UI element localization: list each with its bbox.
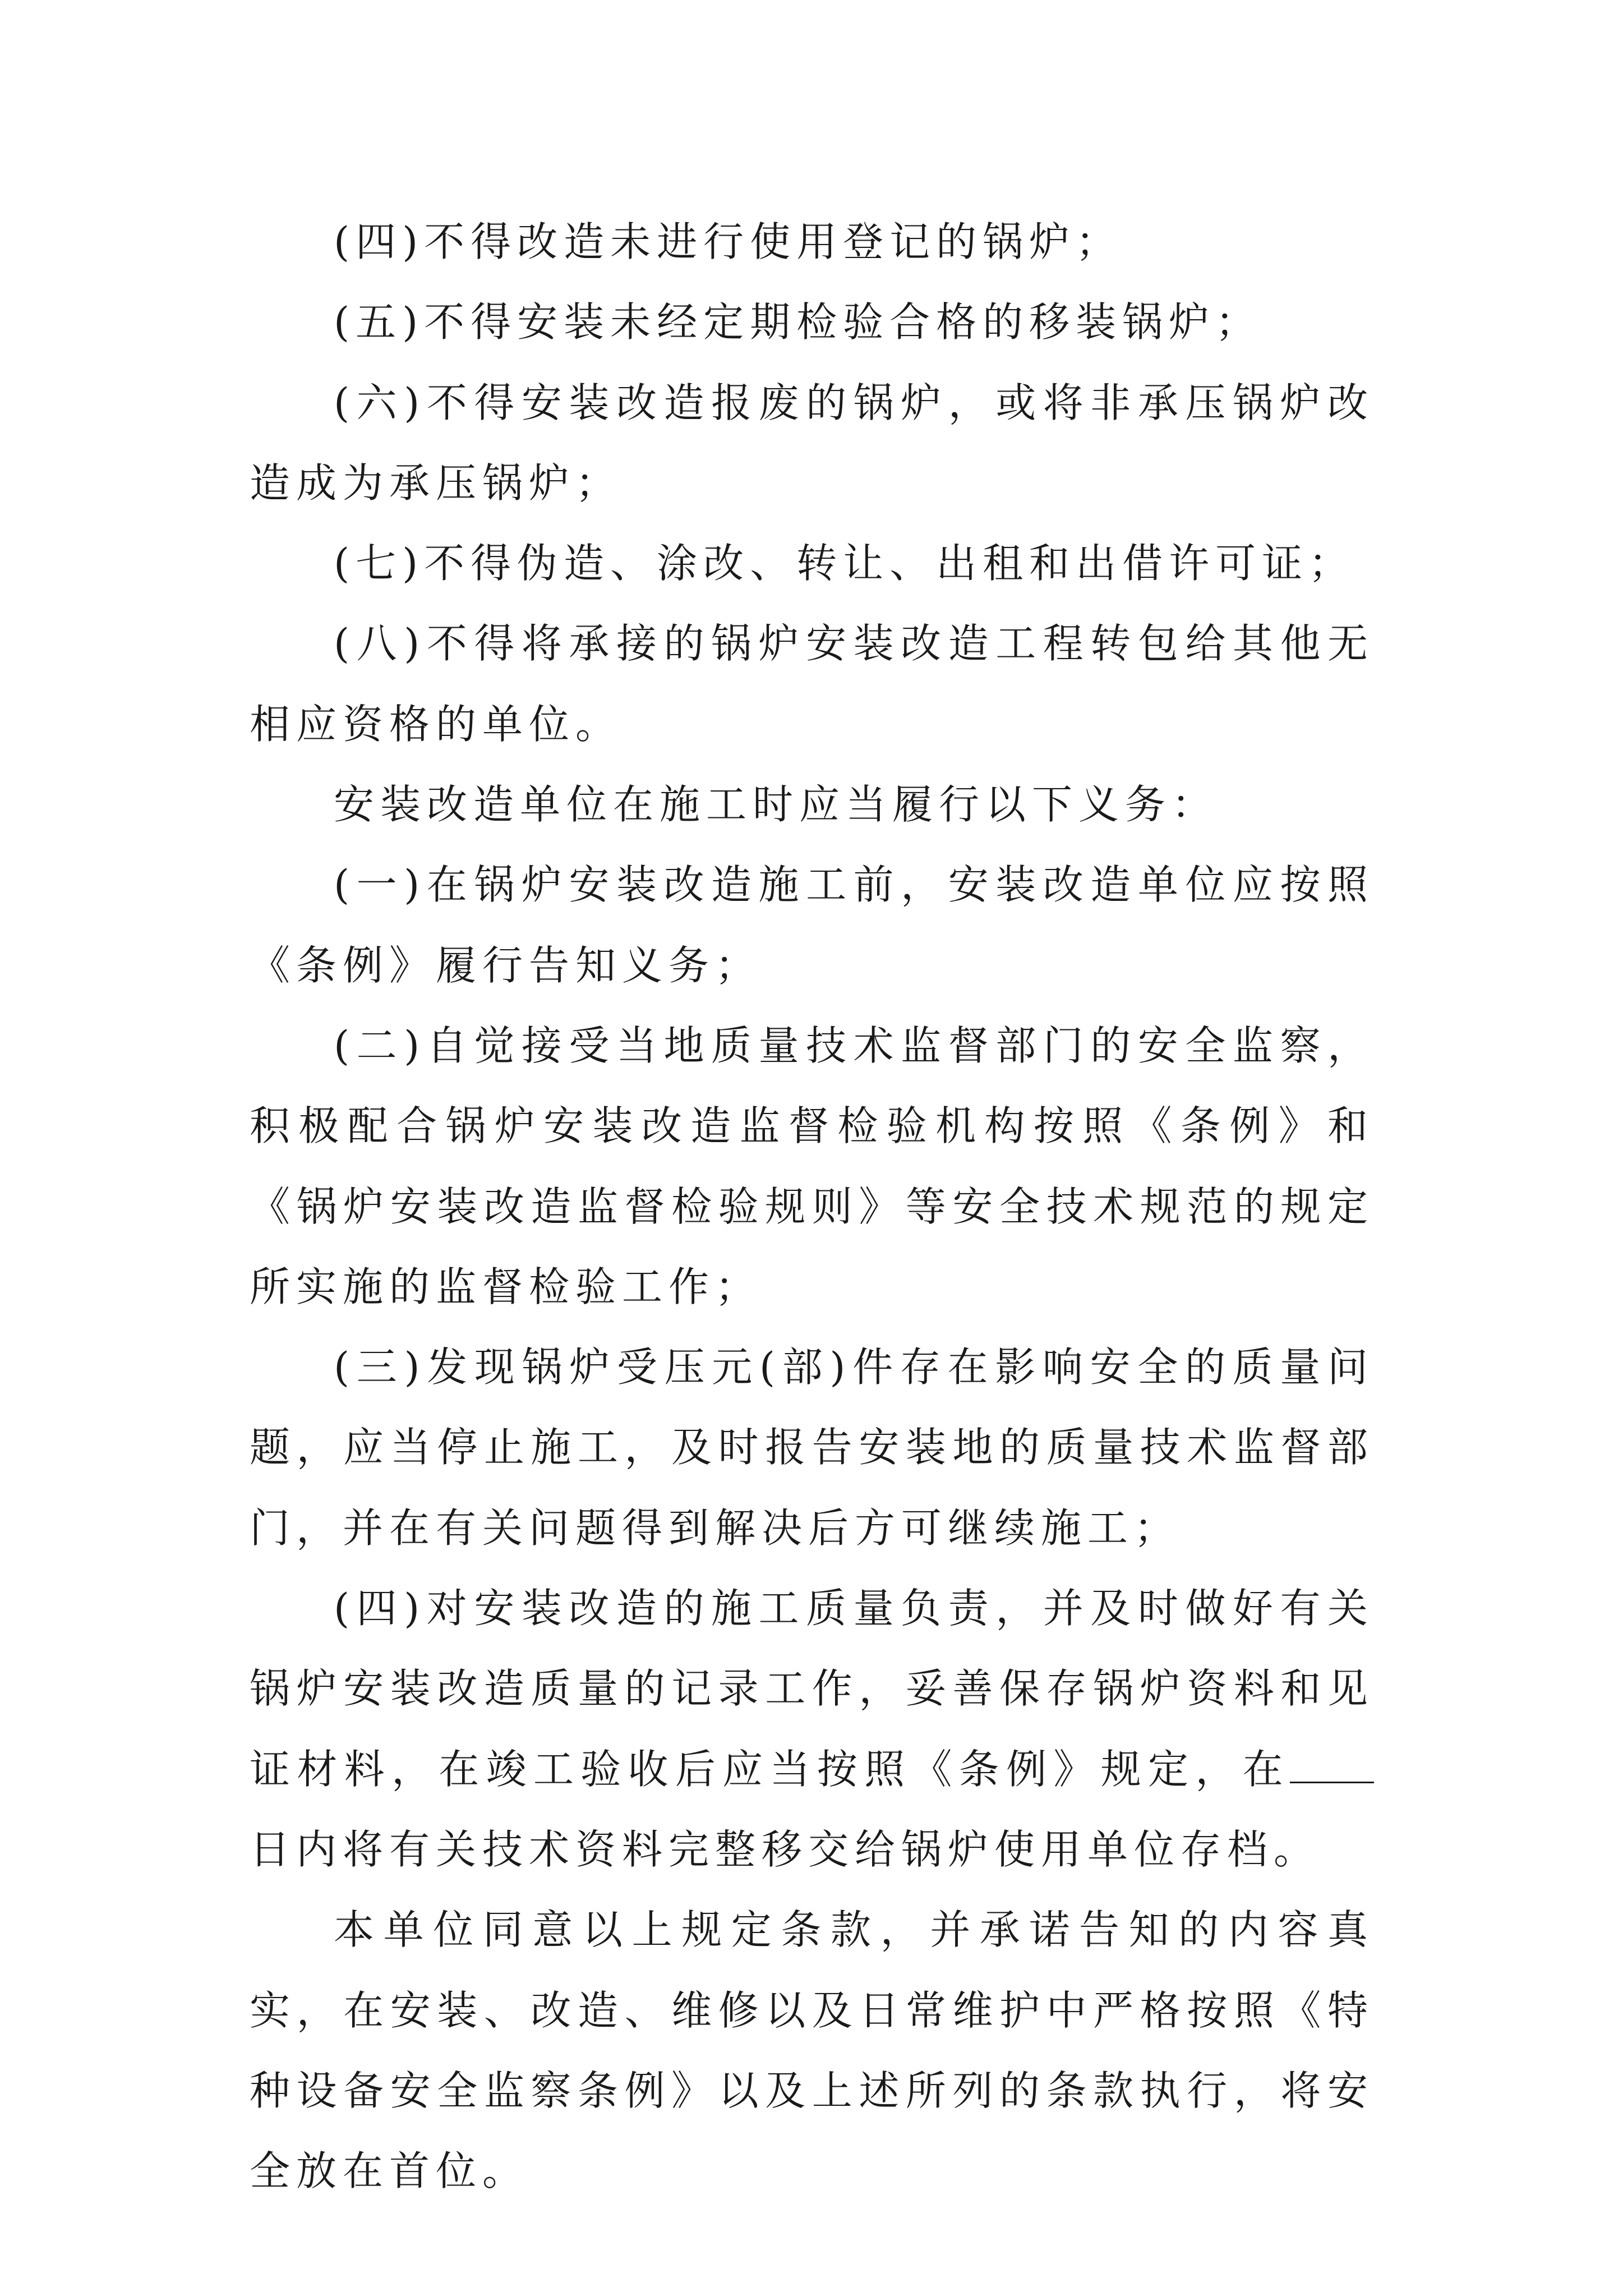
- clause-7-no-license-forgery: (七)不得伪造、涂改、转让、出租和出借许可证；: [334, 540, 1355, 587]
- clause-4-no-unregistered-modification: (四)不得改造未进行使用登记的锅炉；: [334, 218, 1123, 265]
- obligation-4-text-after-blank: 日内将有关技术资料完整移交给锅炉使用单位存档。: [250, 1825, 1321, 1873]
- obligation-1-notification: (一)在锅炉安装改造施工前，安装改造单位应按照《条例》履行告知义务；: [250, 861, 1374, 989]
- obligation-4-records: [250, 1568, 1374, 1890]
- days-blank-field[interactable]: [1290, 1748, 1374, 1783]
- obligation-2-supervision: (二)自觉接受当地质量技术监督部门的安全监察，积极配合锅炉安装改造监督检验机构按照《条例》和《锅炉安装改造监督检验规则》等安全技术规范的规定所实施的监督检验工作；: [250, 1022, 1374, 1310]
- closing-commitment: 本单位同意以上规定条款，并承诺告知的内容真实，在安装、改造、维修以及日常维护中严格按照《特种设备安全监察条例》以及上述所列的条款执行，将安全放在首位。: [250, 1906, 1374, 2195]
- obligation-3-quality-issues: (三)发现锅炉受压元(部)件存在影响安全的质量问题，应当停止施工，及时报告安装地的质量技术监督部门，并在有关问题得到解决后方可继续施工；: [250, 1343, 1374, 1552]
- clause-5-no-uninspected-relocated-boiler: (五)不得安装未经定期检验合格的移装锅炉；: [334, 298, 1262, 346]
- document-body: [250, 202, 1374, 2211]
- clause-8-no-subcontracting: (八)不得将承接的锅炉安装改造工程转包给其他无相应资格的单位。: [250, 620, 1374, 748]
- obligations-intro: 安装改造单位在施工时应当履行以下义务：: [334, 781, 1219, 829]
- clause-6-no-scrapped-boiler: (六)不得安装改造报废的锅炉，或将非承压锅炉改造成为承压锅炉；: [250, 379, 1374, 507]
- obligation-4-text-before-blank: (四)对安装改造的施工质量负责，并及时做好有关锅炉安装改造质量的记录工作，妥善保存锅炉资料和见证材料，在竣工验收后应当按照《条例》规定，在: [250, 1585, 1374, 1793]
